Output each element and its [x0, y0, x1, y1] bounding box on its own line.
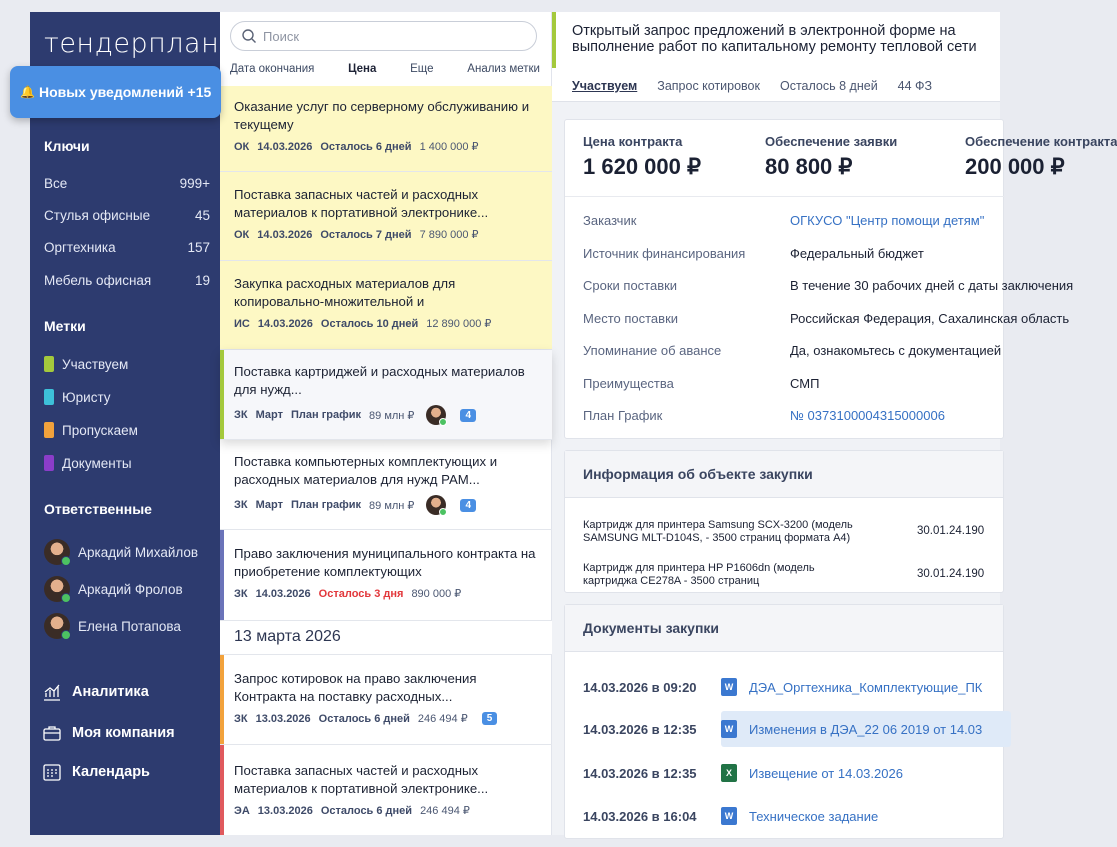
- object-name-line: Картридж для принтера Samsung SCX-3200 (модель: [583, 519, 853, 531]
- info-value: Российская Федерация, Сахалинская область: [790, 311, 1070, 326]
- item-remaining: Осталось 6 дней: [318, 712, 410, 725]
- nav-label: Календарь: [72, 764, 150, 780]
- main-info-box: [564, 119, 1117, 439]
- list-item-selected[interactable]: [220, 350, 552, 440]
- nav-label: Аналитика: [72, 684, 149, 700]
- tag-label: Участвуем: [62, 356, 129, 372]
- item-remaining: Осталось 6 дней: [320, 804, 413, 817]
- item-price: 7 890 000 ₽: [419, 229, 479, 241]
- doc-name[interactable]: Изменения в ДЭА_22 06 2019 от 14.03: [749, 721, 983, 737]
- item-title: Поставка картриджей и расходных материалов для нужд...: [234, 364, 525, 397]
- app-window: [30, 12, 1117, 835]
- list-item[interactable]: [220, 530, 552, 621]
- responsible-person[interactable]: [44, 613, 181, 639]
- item-date: 14.03.2026: [255, 587, 311, 600]
- calendar-icon: [42, 762, 62, 782]
- document-row-highlighted[interactable]: [565, 711, 1005, 747]
- tag-color-swatch: [44, 389, 54, 405]
- tag-documents[interactable]: [44, 455, 132, 471]
- document-row[interactable]: [565, 669, 1005, 705]
- price-label: Обеспечение заявки: [765, 134, 898, 149]
- doc-name[interactable]: Техническое задание: [749, 808, 879, 824]
- item-title: Оказание услуг по серверному обслуживанию и текущему: [234, 99, 530, 132]
- application-security: [765, 134, 897, 180]
- comment-count-badge: 4: [460, 409, 476, 422]
- tag-stripe: [220, 655, 224, 744]
- tag-color-swatch: [44, 356, 54, 372]
- info-value: В течение 30 рабочих дней с даты заключения: [790, 278, 1074, 293]
- avatar: [44, 539, 70, 565]
- key-label: Все: [44, 176, 68, 191]
- item-price: 89 млн ₽: [369, 409, 415, 422]
- tag-stripe: [220, 530, 224, 620]
- info-key: Источник финансирования: [583, 246, 746, 261]
- comment-count-badge: 5: [482, 712, 498, 725]
- item-type: ЗК: [234, 712, 248, 725]
- tag-lawyer[interactable]: [44, 389, 111, 405]
- responsible-person[interactable]: [44, 576, 183, 602]
- item-meta: [234, 140, 540, 153]
- avatar: [426, 495, 446, 515]
- item-remaining: Осталось 10 дней: [320, 317, 419, 330]
- item-meta: [234, 228, 540, 241]
- list-item[interactable]: [220, 261, 552, 350]
- tag-color-swatch: [44, 455, 54, 471]
- key-chairs[interactable]: [44, 208, 210, 223]
- purchase-documents-box: [564, 604, 1004, 839]
- notifications-count: +15: [187, 84, 212, 100]
- info-key: Место поставки: [583, 311, 679, 326]
- keys-title: Ключи: [44, 138, 90, 154]
- item-price: 246 494 ₽: [417, 713, 468, 725]
- item-price: 1 400 000 ₽: [419, 141, 479, 153]
- object-name-line: Картридж для принтера HP P1606dn (модель: [583, 562, 815, 574]
- item-plan: План график: [291, 499, 362, 511]
- nav-analytics[interactable]: [42, 682, 149, 702]
- tag-stripe: [220, 350, 224, 439]
- item-meta: [234, 317, 540, 330]
- tender-list: [220, 12, 552, 835]
- object-name: [583, 519, 853, 545]
- item-price: 89 млн ₽: [369, 499, 415, 512]
- key-label: Мебель офисная: [44, 273, 152, 288]
- object-code: 30.01.24.190: [917, 525, 985, 537]
- item-date: 14.03.2026: [257, 140, 313, 153]
- item-title: Запрос котировок на право заключения Контракта на поставку расходных...: [234, 671, 477, 704]
- info-value: СМП: [790, 376, 820, 391]
- detail-tabs: [572, 79, 932, 93]
- item-title: Поставка запасных частей и расходных материалов к портативной электронике...: [234, 187, 489, 220]
- item-date: 13.03.2026: [255, 712, 311, 725]
- item-type: ЗК: [234, 587, 248, 600]
- key-all[interactable]: [44, 176, 210, 191]
- sidebar: [30, 12, 220, 835]
- tag-color-swatch: [44, 422, 54, 438]
- list-item[interactable]: [220, 745, 552, 835]
- list-item[interactable]: [220, 440, 552, 530]
- key-count: 19: [194, 273, 210, 288]
- item-title: Поставка компьютерных комплектующих и расходных материалов для нужд РАМ...: [234, 454, 498, 487]
- item-meta: [234, 587, 540, 600]
- section-title: Информация об объекте закупки: [565, 451, 1003, 498]
- item-type: ЭА: [234, 804, 250, 817]
- item-meta: [234, 712, 540, 725]
- tag-skip[interactable]: [44, 422, 138, 438]
- avatar: [44, 576, 70, 602]
- doc-date: 14.03.2026 в 12:35: [583, 765, 697, 781]
- tag-stripe: [220, 745, 224, 835]
- item-meta: [234, 495, 540, 515]
- notifications-button[interactable]: [10, 66, 221, 118]
- key-office-equipment[interactable]: [44, 240, 210, 255]
- customer-link[interactable]: ОГКУСО "Центр помощи детям": [790, 213, 985, 228]
- item-type: ИС: [234, 317, 250, 330]
- person-name: Аркадий Фролов: [78, 581, 183, 597]
- logo: тендерплан: [44, 28, 220, 59]
- procedure-type: Запрос котировок: [657, 79, 760, 93]
- sort-end-date[interactable]: Дата окончания: [230, 63, 315, 75]
- doc-date: 14.03.2026 в 09:20: [583, 679, 697, 695]
- item-remaining: Осталось 7 дней: [320, 228, 412, 241]
- item-month: Март: [255, 409, 283, 421]
- item-meta: [234, 804, 540, 817]
- info-value: Да, ознакомьтесь с документацией: [790, 343, 1002, 358]
- detail-header: [552, 12, 1000, 102]
- date-group-header: 13 марта 2026: [220, 621, 552, 655]
- item-remaining: Осталось 3 дня: [318, 587, 404, 600]
- item-month: Март: [255, 499, 283, 511]
- item-title: Закупка расходных материалов для копировально-множительной и: [234, 276, 456, 309]
- nav-label: Моя компания: [72, 725, 175, 741]
- avatar: [44, 613, 70, 639]
- sort-more[interactable]: Еще: [410, 63, 434, 75]
- search-icon: [241, 28, 257, 44]
- item-price: 246 494 ₽: [420, 805, 470, 817]
- key-count: 45: [194, 208, 210, 223]
- info-key: Заказчик: [583, 213, 637, 228]
- contract-security: [965, 134, 1117, 180]
- doc-date: 14.03.2026 в 16:04: [583, 808, 697, 824]
- object-name-line: картриджа CE278A - 3500 страниц: [583, 575, 760, 587]
- sort-tag-analysis[interactable]: Анализ метки: [467, 63, 540, 75]
- object-name-line: SAMSUNG MLT-D104S, - 3500 страниц формата А4): [583, 532, 851, 544]
- law-type: 44 ФЗ: [897, 79, 933, 93]
- info-key: Сроки поставки: [583, 278, 678, 293]
- tender-detail: [552, 12, 1117, 835]
- tags-title: Метки: [44, 318, 86, 334]
- document-row[interactable]: [565, 755, 1005, 791]
- search-placeholder: Поиск: [263, 28, 300, 44]
- notifications-label: Новых уведомлений: [38, 84, 184, 100]
- sort-bar: [230, 63, 540, 75]
- document-row[interactable]: [565, 798, 1005, 834]
- comment-count-badge: 4: [460, 499, 476, 512]
- key-count: 999+: [179, 176, 210, 191]
- key-label: Оргтехника: [44, 240, 116, 255]
- briefcase-icon: [42, 723, 62, 743]
- status-participate[interactable]: Участвуем: [572, 79, 638, 93]
- info-key: План График: [583, 408, 663, 423]
- word-file-icon: W: [721, 678, 737, 696]
- responsible-person[interactable]: [44, 539, 198, 565]
- price-value: 1 620 000 ₽: [583, 154, 701, 179]
- excel-file-icon: X: [721, 764, 737, 782]
- item-date: 14.03.2026: [257, 228, 313, 241]
- item-remaining: Осталось 6 дней: [320, 140, 412, 153]
- item-price: 890 000 ₽: [411, 588, 462, 600]
- tag-participate[interactable]: [44, 356, 128, 372]
- tag-label: Пропускаем: [62, 422, 138, 438]
- item-type: ОК: [234, 140, 250, 153]
- plan-schedule-link[interactable]: № 0373100004315000006: [790, 408, 945, 423]
- doc-date: 14.03.2026 в 12:35: [583, 721, 697, 737]
- item-price: 12 890 000 ₽: [426, 318, 492, 330]
- info-key: Упоминание об авансе: [583, 343, 722, 358]
- item-title: Поставка запасных частей и расходных материалов к портативной электронике...: [234, 763, 489, 796]
- item-type: ЗК: [234, 499, 248, 511]
- list-item[interactable]: [220, 172, 552, 261]
- item-date: 13.03.2026: [257, 804, 313, 817]
- price-label: Цена контракта: [583, 134, 683, 149]
- price-value: 80 800 ₽: [765, 154, 853, 179]
- sort-price[interactable]: Цена: [348, 63, 377, 75]
- purchase-object-box: [564, 450, 1004, 593]
- list-item[interactable]: [220, 655, 552, 745]
- contract-price: [583, 134, 701, 180]
- list-item[interactable]: [220, 86, 552, 172]
- time-remaining: Осталось 8 дней: [779, 79, 878, 93]
- nav-my-company[interactable]: [42, 723, 175, 743]
- tender-title: Открытый запрос предложений в электронной форме на выполнение работ по капитальному ремонту тепловой сети: [572, 23, 977, 55]
- price-value: 200 000 ₽: [965, 154, 1065, 179]
- avatar: [426, 405, 446, 425]
- key-furniture[interactable]: [44, 273, 210, 288]
- bell-icon: 🔔: [20, 85, 35, 99]
- tag-label: Документы: [62, 455, 132, 471]
- item-type: ЗК: [234, 409, 248, 421]
- key-count: 157: [187, 240, 210, 255]
- responsible-title: Ответственные: [44, 501, 152, 517]
- word-file-icon: W: [721, 720, 737, 738]
- person-name: Аркадий Михайлов: [78, 544, 199, 560]
- item-type: ОК: [234, 228, 250, 241]
- word-file-icon: W: [721, 807, 737, 825]
- doc-name[interactable]: Извещение от 14.03.2026: [749, 765, 903, 781]
- tag-stripe: [552, 12, 556, 68]
- doc-name[interactable]: ДЭА_Оргтехника_Комплектующие_ПК: [749, 679, 983, 695]
- info-key: Преимущества: [583, 376, 674, 391]
- info-value: Федеральный бюджет: [790, 246, 924, 261]
- section-title: Документы закупки: [565, 605, 1003, 652]
- key-label: Стулья офисные: [44, 208, 151, 223]
- item-plan: План график: [291, 409, 362, 421]
- item-title: Право заключения муниципального контракта на приобретение комплектующих: [234, 546, 536, 579]
- person-name: Елена Потапова: [78, 618, 181, 634]
- object-name: [583, 562, 815, 588]
- tag-label: Юристу: [62, 389, 111, 405]
- object-code: 30.01.24.190: [917, 568, 985, 580]
- search-input[interactable]: [230, 21, 537, 51]
- nav-calendar[interactable]: [42, 762, 150, 782]
- item-date: 14.03.2026: [257, 317, 313, 330]
- chart-icon: [42, 682, 62, 702]
- price-label: Обеспечение контракта: [965, 134, 1117, 149]
- item-meta: [234, 405, 540, 425]
